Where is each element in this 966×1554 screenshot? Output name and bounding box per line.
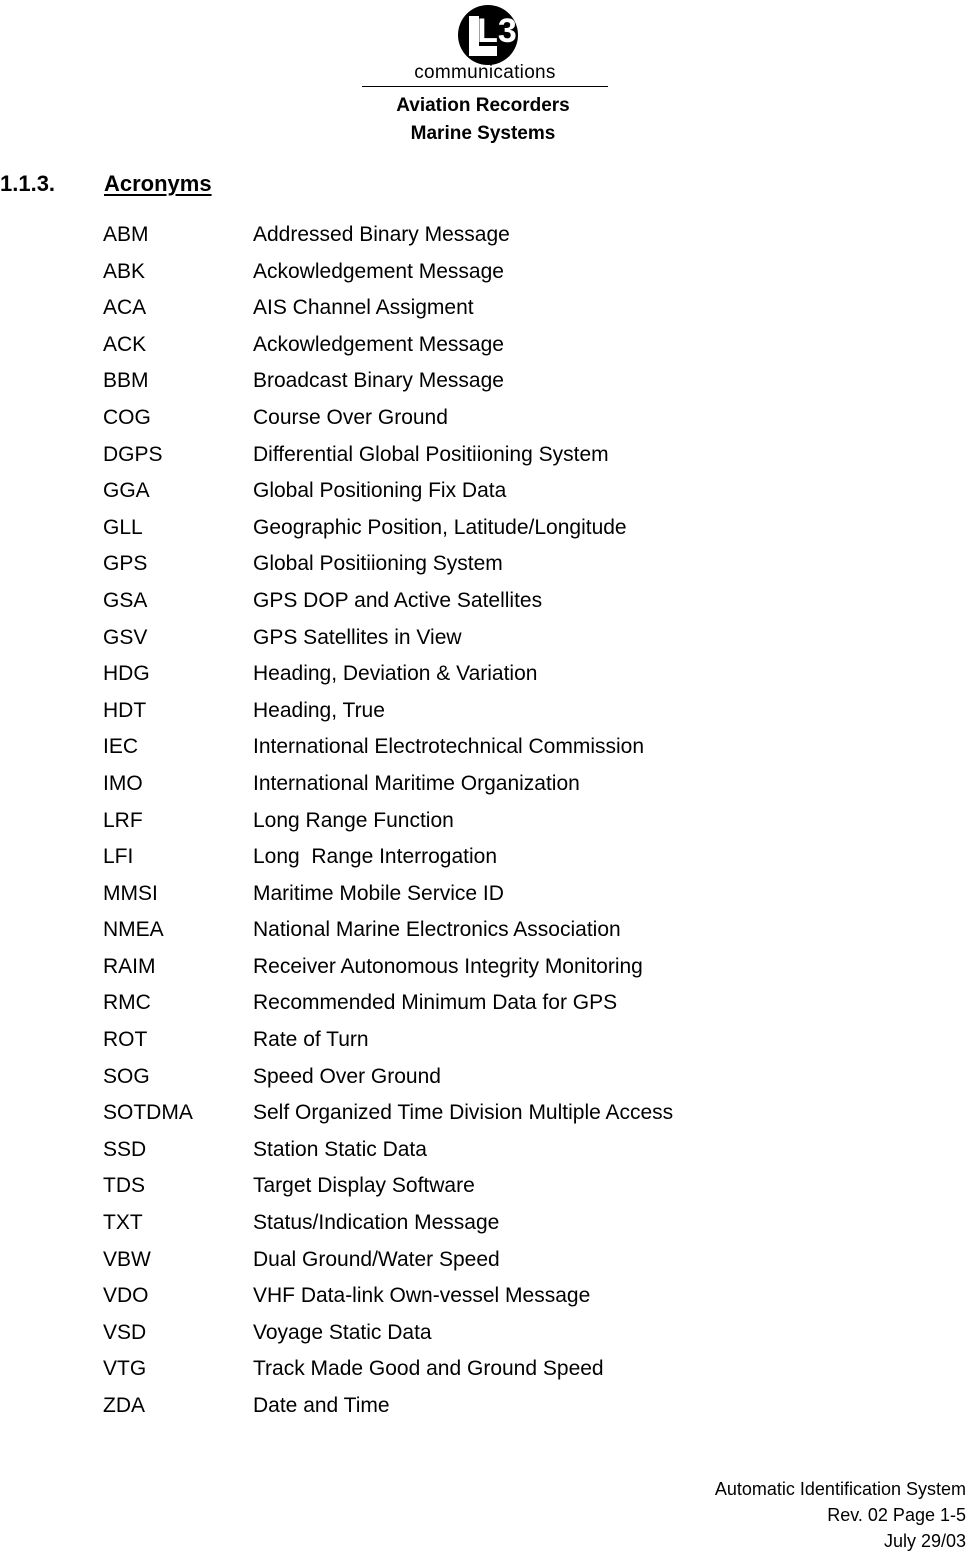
acronym-row [103,478,863,515]
l3-logo-icon [455,4,521,66]
acronym-abbreviation: HDG [103,662,150,686]
acronym-definition: Geographic Position, Latitude/Longitude [253,515,627,539]
acronym-list [103,222,863,1430]
header-division-aviation: Aviation Recorders [396,95,570,116]
acronym-row [103,844,863,881]
acronym-abbreviation: RAIM [103,954,156,978]
acronym-row [103,1173,863,1210]
acronym-abbreviation: ACA [103,296,147,320]
acronym-abbreviation: DGPS [103,442,163,466]
acronym-row [103,1210,863,1247]
acronym-definition: Date and Time [253,1394,390,1417]
acronym-row [103,917,863,954]
acronym-definition: Addressed Binary Message [253,223,510,246]
footer-date: July 29/03 [883,1531,966,1551]
acronym-row [103,442,863,479]
acronym-abbreviation: VBW [103,1247,151,1271]
acronym-definition: Ackowledgement Message [253,259,504,283]
acronym-abbreviation: GSA [103,588,148,612]
acronym-abbreviation: VSD [103,1320,147,1344]
acronym-abbreviation: GPS [103,552,148,576]
acronym-row [103,661,863,698]
acronym-row [103,222,863,259]
acronym-definition: Course Over Ground [253,405,448,429]
acronym-definition: Maritime Mobile Service ID [253,881,504,905]
acronym-row [103,1064,863,1101]
acronym-definition: Global Positiioning System [253,552,503,576]
acronym-definition: International Maritime Organization [253,771,580,795]
acronym-definition: Heading, True [253,698,385,722]
footer-document-title: Automatic Identification System [714,1479,966,1499]
acronym-abbreviation: ACK [103,332,147,356]
acronym-abbreviation: LFI [103,845,134,869]
acronym-abbreviation: HDT [103,698,147,722]
page-footer [715,1476,966,1554]
acronym-row [103,1320,863,1357]
acronym-abbreviation: SOTDMA [103,1101,193,1125]
section-number: 1.1.3. [0,171,56,196]
acronym-abbreviation: VTG [103,1357,147,1381]
acronym-row [103,1393,863,1430]
acronym-row [103,259,863,296]
acronym-definition: AIS Channel Assigment [253,296,474,320]
footer-revision-page: Rev. 02 Page 1-5 [827,1505,966,1525]
acronym-definition: Heading, Deviation & Variation [253,662,538,686]
header-divider [362,86,608,87]
acronym-abbreviation: TDS [103,1174,145,1198]
acronym-definition: Rate of Turn [253,1028,369,1052]
acronym-row [103,1247,863,1284]
acronym-definition: GPS Satellites in View [253,625,462,649]
acronym-abbreviation: MMSI [103,881,158,905]
acronym-abbreviation: GSV [103,625,148,649]
acronym-abbreviation: ROT [103,1028,148,1052]
acronym-abbreviation: ABM [103,223,149,246]
acronym-definition: Dual Ground/Water Speed [253,1247,500,1271]
acronym-row [103,515,863,552]
acronym-definition: Station Static Data [253,1137,427,1161]
acronym-abbreviation: BBM [103,369,149,393]
acronym-definition: GPS DOP and Active Satellites [253,588,543,612]
acronym-definition: Target Display Software [253,1174,475,1198]
acronym-definition: Differential Global Positiioning System [253,442,609,466]
acronym-abbreviation: RMC [103,991,151,1015]
acronym-abbreviation: ABK [103,259,146,283]
acronym-row [103,1356,863,1393]
acronym-row [103,990,863,1027]
acronym-row [103,698,863,735]
acronym-definition: Status/Indication Message [253,1211,500,1235]
acronym-abbreviation: GGA [103,479,150,503]
acronym-definition: Track Made Good and Ground Speed [253,1357,604,1381]
acronym-abbreviation: LRF [103,808,143,832]
header-division-marine: Marine Systems [410,123,556,144]
acronym-row [103,368,863,405]
acronym-definition: Voyage Static Data [253,1320,432,1344]
acronym-row [103,808,863,845]
acronym-abbreviation: TXT [103,1211,143,1235]
acronym-row [103,734,863,771]
acronym-definition: VHF Data-link Own-vessel Message [253,1284,591,1308]
section-title: Acronyms [104,171,212,196]
acronym-definition: Ackowledgement Message [253,332,504,356]
acronym-definition: Long Range Interrogation [253,845,498,869]
acronym-row [103,625,863,662]
acronym-row [103,295,863,332]
acronym-row [103,405,863,442]
logo-mark-text: L3 [477,12,517,50]
acronym-definition: National Marine Electronics Association [253,918,621,942]
acronym-definition: International Electrotechnical Commission [253,735,645,759]
acronym-row [103,1027,863,1064]
acronym-row [103,771,863,808]
acronym-definition: Self Organized Time Division Multiple Access [253,1101,674,1125]
acronym-abbreviation: NMEA [103,918,164,942]
acronym-definition: Receiver Autonomous Integrity Monitoring [253,954,643,978]
acronym-row [103,954,863,991]
acronym-abbreviation: IMO [103,771,143,795]
page-header [0,0,966,150]
acronym-abbreviation: IEC [103,735,139,759]
acronym-row [103,332,863,369]
company-name: communications [414,62,556,83]
acronym-abbreviation: ZDA [103,1394,145,1417]
acronym-row [103,551,863,588]
acronym-row [103,1100,863,1137]
acronym-row [103,1283,863,1320]
acronym-row [103,1137,863,1174]
acronym-abbreviation: SSD [103,1137,147,1161]
acronym-row [103,881,863,918]
acronym-definition: Recommended Minimum Data for GPS [253,991,618,1015]
acronym-definition: Global Positioning Fix Data [253,479,507,503]
acronym-abbreviation: COG [103,405,151,429]
acronym-row [103,588,863,625]
acronym-definition: Broadcast Binary Message [253,369,504,393]
acronym-abbreviation: VDO [103,1284,149,1308]
acronym-abbreviation: SOG [103,1064,150,1088]
acronym-abbreviation: GLL [103,515,143,539]
acronym-definition: Speed Over Ground [253,1064,441,1088]
acronym-definition: Long Range Function [253,808,454,832]
